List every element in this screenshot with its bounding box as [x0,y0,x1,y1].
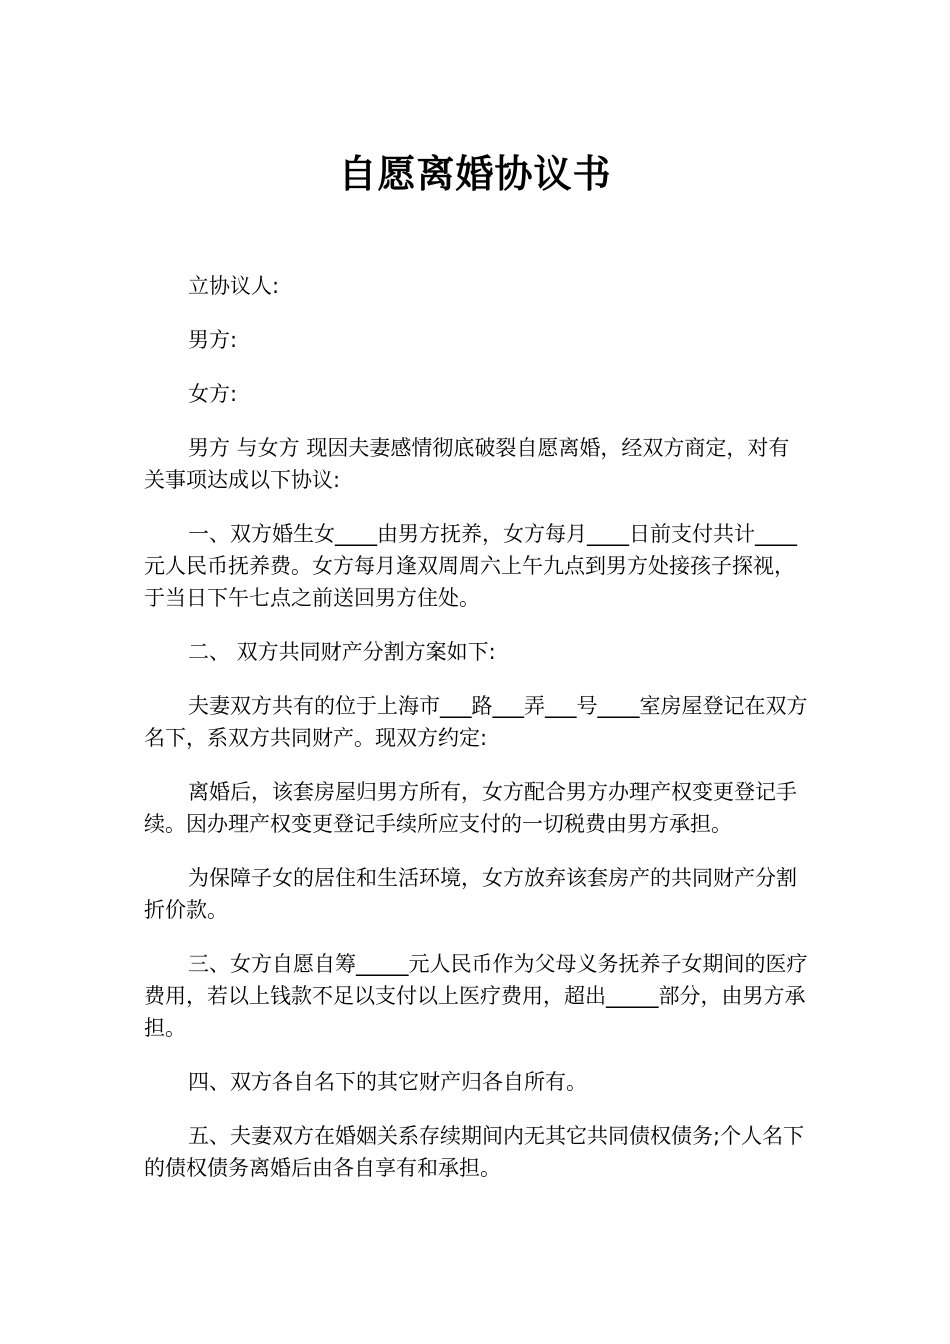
paragraph-parties: 立协议人: [188,274,280,298]
paragraph-property-ownership: 离婚后，该套房屋归男方所有，女方配合男方办理产权变更登记手续。因办理产权变更登记手续所应支付的一切税费由男方承担。 [144,780,797,836]
paragraph-clause-4: 四、双方各自名下的其它财产归各自所有。 [188,1070,587,1094]
document-title: 自愿离婚协议书 [338,152,612,196]
paragraph-male-party: 男方: [188,328,238,352]
paragraph-female-party: 女方: [188,382,238,406]
paragraph-property-location: 夫妻双方共有的位于上海市___路___弄___号____室房屋登记在双方名下，系双方共同财产。现双方约定: [144,694,808,750]
paragraph-preamble: 男方 与女方 现因夫妻感情彻底破裂自愿离婚，经双方商定，对有关事项达成以下协议: [144,436,790,492]
paragraph-clause-3: 三、女方自愿自筹_____元人民币作为父母义务抚养子女期间的医疗费用，若以上钱款不足以支付以上医疗费用，超出_____部分，由男方承担。 [144,952,808,1040]
paragraph-clause-1: 一、双方婚生女____由男方抚养，女方每月____日前支付共计____元人民币抚养费。女方每月逢双周周六上午九点到男方处接孩子探视，于当日下午七点之前送回男方住处。 [144,522,797,610]
document-body [144,270,810,1206]
paragraph-clause-5: 五、夫妻双方在婚姻关系存续期间内无其它共同债权债务;个人名下的债权债务离婚后由各自享有和承担。 [144,1124,805,1180]
paragraph-property-waiver: 为保障子女的居住和生活环境，女方放弃该套房产的共同财产分割折价款。 [144,866,797,922]
paragraph-clause-2: 二、 双方共同财产分割方案如下: [188,640,496,664]
